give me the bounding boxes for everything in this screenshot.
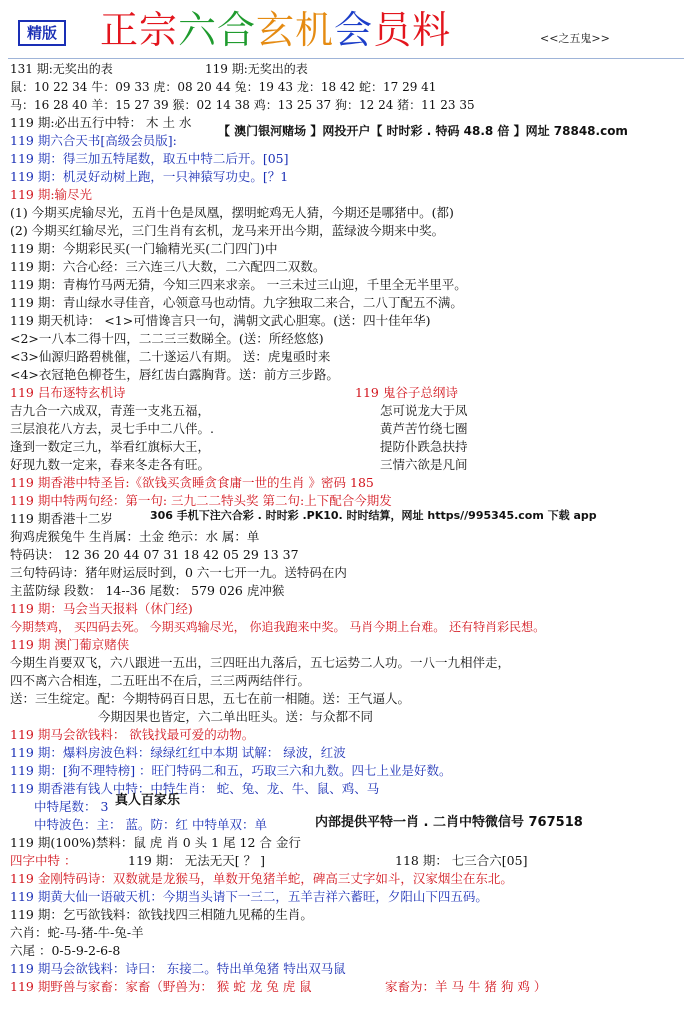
edition-badge: 精版 (18, 20, 66, 46)
title-part-5: 员料 (373, 8, 452, 52)
section-heading: 119 期:输尽光 (10, 187, 93, 202)
text-line: 家畜为：羊 马 牛 猪 狗 鸡 ） (385, 979, 547, 994)
text-line: 119 期马会欲钱料：诗曰： 东接二。特出单兔猪 特出双马鼠 (10, 961, 346, 976)
page-title (100, 6, 451, 54)
section-heading: 119 鬼谷子总纲诗 (355, 385, 458, 400)
poem-line: 怎可说龙大于凤 (380, 403, 468, 418)
text-line: 119 期:必出五行中特： 木 土 水 (10, 115, 192, 130)
text-line: 131 期:无奖出的表 (10, 62, 113, 76)
text-line: 119 期野兽与家畜：家畜（野兽为： 猴 蛇 龙 兔 虎 鼠 (10, 979, 312, 994)
text-line: 119 金刚特码诗：双数就是龙猴马，单数开兔猪羊蛇，碑高三丈字如斗，汉家烟尘在东北。 (10, 871, 513, 886)
ad-banner: 内部提供平特一肖 . 二肖中特微信号 767518 (315, 815, 583, 830)
section-heading: 119 期六合天书[高级会员版]: (10, 133, 177, 148)
section-heading: 119 期：马会当天报料（休门经) (10, 601, 193, 616)
poem-line: 逢到一数定三九，举看红旗标大王， (10, 439, 211, 454)
text-line: 特码诀： 12 36 20 44 07 31 18 42 05 29 13 37 (10, 547, 299, 562)
text-line: 119 期(100%)禁料：鼠 虎 肖 0 头 1 尾 12 合 金行 (10, 835, 301, 850)
text-line: 119 期：六合心经：三六连三八大数，二六配四二双数。 (10, 259, 326, 274)
text-line: 狗鸡虎猴兔牛 生肖属：土金 绝示：水 属：单 (10, 529, 260, 544)
text-line: 119 期：[狗不理特榜] ：旺门特码二和五，巧取三六和九数。四七上业是好数。 (10, 763, 452, 778)
text-line: 119 期：机灵好动树上跑，一只神猿写功史。[？1 (10, 169, 289, 184)
text-line: <4>衣冠艳色柳苍生，唇红齿白露胸背。送：前方三步路。 (10, 367, 339, 382)
poem-line: 吉九合一六成双，青莲一支兆五福， (10, 403, 211, 418)
text-line: <3>仙源归路碧桃催，二十遂运八有期。 送：虎鬼亟时来 (10, 349, 331, 364)
text-line: 四不离六合相连，二五旺出不在后，三三两两结伴行。 (10, 673, 311, 688)
poem-line: 三情六欲是凡间 (380, 457, 468, 472)
poem-line: 三层浪花八方去，灵七手中二八伴。. (10, 421, 214, 436)
text-line: 三句特码诗：猪年财运辰时到，0 六一七开一九。送特码在内 (10, 565, 347, 580)
poem-line: 好现九数一定来，春来冬走各有旺。 (10, 457, 211, 472)
ad-label: 真人百家乐 (115, 793, 181, 808)
text-line: 119 期：青山绿水寻佳音，心领意马也动情。九字独取二来合，二八丁配五不满。 (10, 295, 463, 310)
text-line: 119 期： 无法无天[ ？ ] (128, 853, 266, 868)
title-part-3: 玄机 (256, 8, 335, 52)
text-line: 119 期天机诗： <1>可惜谗言只一句，满朝文武心胆寒。(送：四十佳年华) (10, 313, 431, 328)
text-line: 118 期： 七三合六[05] (395, 853, 528, 868)
divider (8, 58, 684, 59)
text-line: 中特波色：主： 蓝。防：红 中特单双：单 (34, 817, 267, 832)
zodiac-row-2: 马：16 28 40 羊：15 27 39 猴：02 14 38 鸡：13 25 37 狗：12 24 猪：11 23 35 (10, 98, 475, 112)
text-line: (2) 今期买红输尽光，三门生肖有玄机，龙马来开出今期，蓝绿波今期来中奖。 (10, 223, 445, 238)
section-heading: 119 期 澳门葡京赌侠 (10, 637, 130, 652)
text-line: 今期生肖要双飞，六八跟进一五出，三四旺出九落后，五七运势二人功。一八一九相伴走， (10, 655, 511, 670)
text-line: 119 期中特两句经：第一句: 三九二二特头奖 第二句:上下配合今期发 (10, 493, 392, 508)
title-part-4: 会 (334, 8, 374, 52)
text-line: 119 期:无奖出的表 (205, 62, 308, 76)
poem-line: 黄芦苦竹绕七圈 (380, 421, 468, 436)
text-line: 119 期：爆料房波色料：绿绿红红中本期 试解： 绿波，红波 (10, 745, 346, 760)
text-line: 送：三生绽定。配：今期特码百日思，五七在前一相随。送：王气逼人。 (10, 691, 411, 706)
text-line: 今期禁鸡， 买四码去死。 今期买鸡输尽光， 你追我跑来中奖。 马肖今期上台难。 还有特肖彩民想。 (10, 620, 546, 634)
text-line: 119 期马会欲钱料： 欲钱找最可爱的动物。 (10, 727, 255, 742)
text-line: 主蓝防绿 段数： 14--36 尾数： 579 026 虎冲猴 (10, 583, 285, 598)
ad-banner: 【 澳门银河赌场 】网投开户【 时时彩 . 特码 48.8 倍 】网址 78848.com (218, 124, 628, 138)
text-line: 119 期香港中特圣旨:《欲钱买贪睡贪食庸一世的生肖 》密码 185 (10, 475, 374, 490)
title-part-2: 六合 (178, 8, 257, 52)
text-line: 119 期香港十二岁 (10, 511, 113, 526)
text-line: 119 期：今期彩民买(一门输精光买(二门四门)中 (10, 241, 278, 256)
section-heading: 119 吕布逐特玄机诗 (10, 385, 126, 400)
text-line: 今期因果也皆定，六二单出旺头。送：与众都不同 (98, 709, 374, 724)
text-line: (1) 今期买虎输尽光，五肖十色是凤凰，摆明蛇鸡无人猜，今期还是哪猪中。(都) (10, 205, 454, 220)
ad-banner: 306 手机下注六合彩 . 时时彩 .PK10. 时时结算，网址 https//995345.com 下载 app (150, 509, 597, 522)
text-line: 119 期：得三加五特尾数，取五中特二后开。[05] (10, 151, 289, 166)
text-line: 119 期香港有钱人中特：中特生肖： 蛇、兔、龙、牛、鼠、鸡、马 (10, 781, 380, 796)
poem-line: 提防仆跌急扶持 (380, 439, 468, 454)
text-line: 六肖：蛇-马-猪-牛-兔-羊 (10, 925, 144, 940)
text-line: 119 期：青梅竹马两无猜，今知三四来求亲。 一三未过三山迎，千里全无半里平。 (10, 277, 467, 292)
text-line: 中特尾数： 3 (34, 799, 109, 814)
title-part-1: 正宗 (100, 8, 179, 52)
text-line: <2>一八本二得十四，二二三三数睇全。(送：所经悠悠) (10, 331, 324, 346)
page-subtitle: <<之五鬼>> (540, 32, 610, 45)
text-line: 119 期：乞丐欲钱料：欲钱找四三相随九见稀的生肖。 (10, 907, 313, 922)
zodiac-row-1: 鼠：10 22 34 牛：09 33 虎：08 20 44 兔：19 43 龙：18 42 蛇：17 29 41 (10, 80, 437, 94)
text-line: 四字中特 ： (10, 853, 77, 868)
text-line: 119 期黄大仙一语破天机：今期当头请下一三二，五羊吉祥六蓄旺，夕阳山下四五码。 (10, 889, 488, 904)
text-line: 六尾 ：0-5-9-2-6-8 (10, 943, 121, 958)
